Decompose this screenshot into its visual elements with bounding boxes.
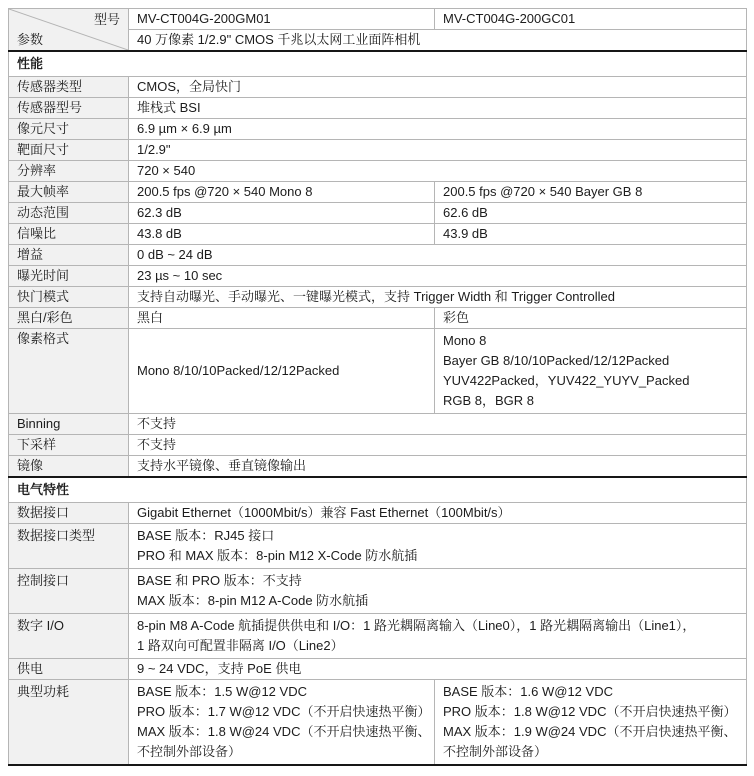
row-label: 数字 I/O: [9, 614, 129, 659]
model-name-cell: MV-CT004G-200GM01: [129, 9, 435, 30]
power-consumption-line: MAX 版本：1.8 W@24 VDC（不开启快速热平衡、: [137, 724, 431, 739]
row-value: Gigabit Ethernet（1000Mbit/s）兼容 Fast Ethernet（100Mbit/s）: [129, 503, 747, 524]
row-value: [129, 614, 747, 659]
table-row-resolution: [9, 161, 747, 182]
row-value: 不支持: [129, 414, 747, 435]
table-row-power-consumption: [9, 680, 747, 766]
table-row-sensor-format: [9, 140, 747, 161]
row-value-mono: [129, 680, 435, 766]
row-value: 支持水平镜像、垂直镜像输出: [129, 456, 747, 478]
row-value: [129, 569, 747, 614]
power-consumption-line: BASE 版本：1.5 W@12 VDC: [137, 684, 307, 699]
pixel-format-line: Bayer GB 8/10/10Packed/12/12Packed: [443, 353, 670, 368]
row-label: 传感器型号: [9, 98, 129, 119]
table-row-snr: [9, 224, 747, 245]
row-value: 支持自动曝光、手动曝光、一键曝光模式，支持 Trigger Width 和 Trigger Controlled: [129, 287, 747, 308]
table-row-digital-io: [9, 614, 747, 659]
row-value-color: 62.6 dB: [435, 203, 747, 224]
pixel-format-line: YUV422Packed，YUV422_YUYV_Packed: [443, 373, 690, 388]
power-consumption-line: MAX 版本：1.9 W@24 VDC（不开启快速热平衡、: [443, 724, 737, 739]
camera-spec-table: [8, 8, 747, 766]
row-label: 曝光时间: [9, 266, 129, 287]
row-label: 镜像: [9, 456, 129, 478]
table-row-shutter-mode: [9, 287, 747, 308]
section-title: 性能: [9, 51, 747, 77]
row-label: 靶面尺寸: [9, 140, 129, 161]
row-label: 信噪比: [9, 224, 129, 245]
row-label: 黑白/彩色: [9, 308, 129, 329]
table-row-pixel-size: [9, 119, 747, 140]
row-value: 不支持: [129, 435, 747, 456]
section-electrical: [9, 477, 747, 503]
corner-header-cell: [9, 9, 129, 52]
row-value: 0 dB ~ 24 dB: [129, 245, 747, 266]
row-value: 23 µs ~ 10 sec: [129, 266, 747, 287]
power-consumption-line: PRO 版本：1.7 W@12 VDC（不开启快速热平衡）: [137, 704, 431, 719]
table-row-dynamic-range: [9, 203, 747, 224]
row-label: 快门模式: [9, 287, 129, 308]
row-label: Binning: [9, 414, 129, 435]
interface-type-line: BASE 版本：RJ45 接口: [137, 528, 275, 543]
row-label: 增益: [9, 245, 129, 266]
row-value: 720 × 540: [129, 161, 747, 182]
table-row-sensor-model: [9, 98, 747, 119]
power-consumption-line: 不控制外部设备）: [137, 744, 242, 759]
power-consumption-line: 不控制外部设备）: [443, 744, 548, 759]
table-row-sensor-type: [9, 77, 747, 98]
camera-description-cell: 40 万像素 1/2.9" CMOS 千兆以太网工业面阵相机: [129, 30, 747, 52]
control-interface-line: BASE 和 PRO 版本：不支持: [137, 573, 302, 588]
row-label: 像元尺寸: [9, 119, 129, 140]
row-label: 传感器类型: [9, 77, 129, 98]
table-row-mono-color: [9, 308, 747, 329]
row-value-color: 43.9 dB: [435, 224, 747, 245]
row-value: CMOS，全局快门: [129, 77, 747, 98]
row-label: 数据接口: [9, 503, 129, 524]
table-row-data-interface-type: [9, 524, 747, 569]
table-row-models: [9, 9, 747, 30]
row-value: 1/2.9": [129, 140, 747, 161]
corner-label-param: 参数: [17, 32, 44, 47]
table-row-max-frame-rate: [9, 182, 747, 203]
row-label: 典型功耗: [9, 680, 129, 766]
row-value: 6.9 µm × 6.9 µm: [129, 119, 747, 140]
row-value: 9 ~ 24 VDC，支持 PoE 供电: [129, 659, 747, 680]
row-label: 控制接口: [9, 569, 129, 614]
pixel-format-line: RGB 8，BGR 8: [443, 393, 535, 408]
row-label: 动态范围: [9, 203, 129, 224]
row-label: 下采样: [9, 435, 129, 456]
row-value: [129, 524, 747, 569]
corner-label-model: 型号: [93, 12, 120, 27]
section-performance: [9, 51, 747, 77]
table-row-power-supply: [9, 659, 747, 680]
row-value-color: [435, 680, 747, 766]
table-row-decimation: [9, 435, 747, 456]
row-label: 最大帧率: [9, 182, 129, 203]
row-value-color: 200.5 fps @720 × 540 Bayer GB 8: [435, 182, 747, 203]
table-row-pixel-format: [9, 329, 747, 414]
row-label: 数据接口类型: [9, 524, 129, 569]
table-row-binning: [9, 414, 747, 435]
row-value: 堆栈式 BSI: [129, 98, 747, 119]
row-value-color: [435, 329, 747, 414]
digital-io-line: 1 路双向可配置非隔离 I/O（Line2）: [137, 638, 344, 653]
table-row-control-interface: [9, 569, 747, 614]
table-row-gain: [9, 245, 747, 266]
interface-type-line: PRO 和 MAX 版本：8-pin M12 X-Code 防水航插: [137, 548, 418, 563]
row-value-mono: Mono 8/10/10Packed/12/12Packed: [129, 329, 435, 414]
power-consumption-line: PRO 版本：1.8 W@12 VDC（不开启快速热平衡）: [443, 704, 737, 719]
row-value-color: 彩色: [435, 308, 747, 329]
row-value-mono: 200.5 fps @720 × 540 Mono 8: [129, 182, 435, 203]
row-label: 像素格式: [9, 329, 129, 414]
row-label: 供电: [9, 659, 129, 680]
model-name-cell: MV-CT004G-200GC01: [435, 9, 747, 30]
table-row-exposure-time: [9, 266, 747, 287]
row-value-mono: 43.8 dB: [129, 224, 435, 245]
row-label: 分辨率: [9, 161, 129, 182]
control-interface-line: MAX 版本：8-pin M12 A-Code 防水航插: [137, 593, 369, 608]
row-value-mono: 62.3 dB: [129, 203, 435, 224]
table-row-mirror: [9, 456, 747, 478]
power-consumption-line: BASE 版本：1.6 W@12 VDC: [443, 684, 613, 699]
row-value-mono: 黑白: [129, 308, 435, 329]
pixel-format-line: Mono 8: [443, 333, 487, 348]
digital-io-line: 8-pin M8 A-Code 航插提供供电和 I/O：1 路光耦隔离输入（Line0），1 路光耦隔离输出（Line1），: [137, 618, 696, 633]
section-title: 电气特性: [9, 477, 747, 503]
table-row-data-interface: [9, 503, 747, 524]
